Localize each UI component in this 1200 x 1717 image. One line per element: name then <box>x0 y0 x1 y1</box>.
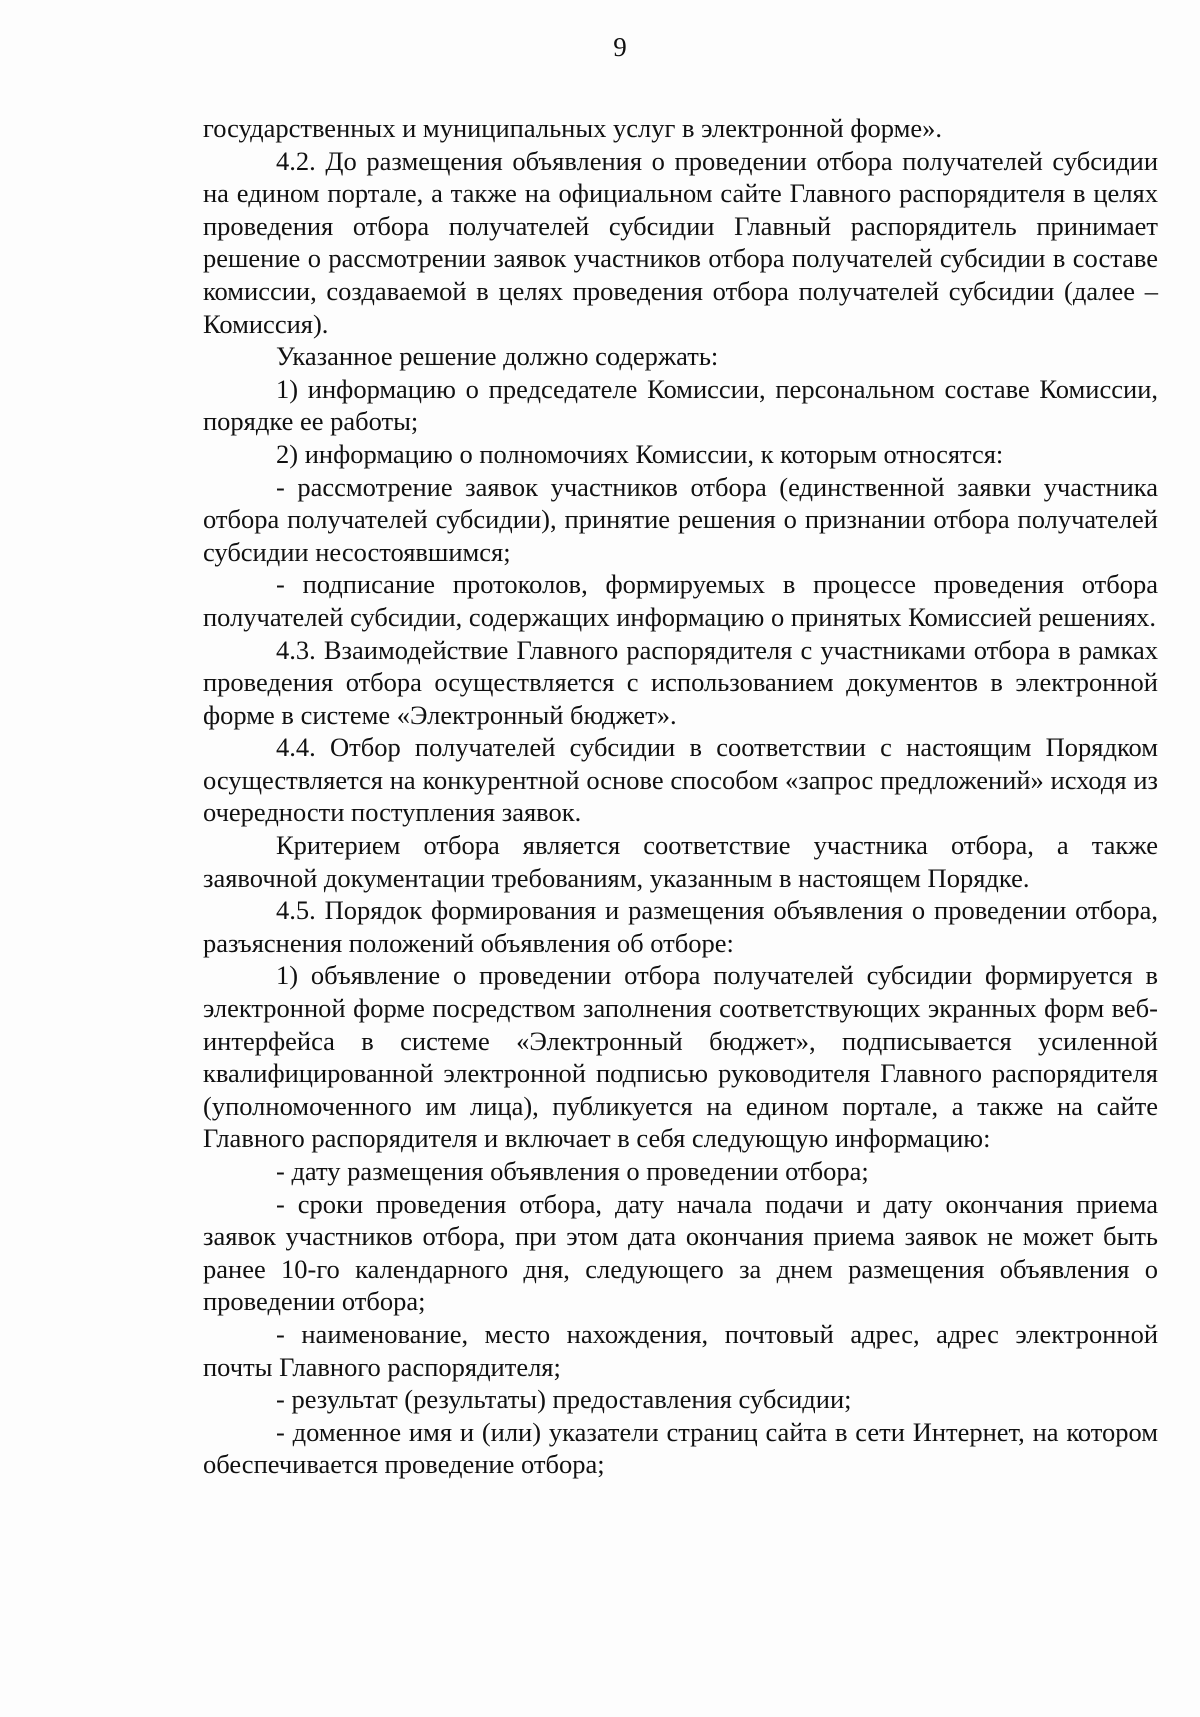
paragraph: 4.5. Порядок формирования и размещения объявления о проведении отбора, разъяснения положений объявления об отборе: <box>203 895 1158 958</box>
paragraph: 1) информацию о председателе Комиссии, персональном составе Комиссии, порядке ее работы; <box>203 373 1158 437</box>
document-body <box>203 112 1158 1481</box>
paragraph: - результат (результаты) предоставления субсидии; <box>276 1384 852 1415</box>
paragraph: - рассмотрение заявок участников отбора (единственной заявки участника отбора получателей субсидии), принятие решения о признании отбора получателей субсидии несостоявшимся; <box>203 471 1158 567</box>
paragraph: 4.3. Взаимодействие Главного распорядителя с участниками отбора в рамках проведения отбора осуществляется с использованием документов в электронной форме в системе «Электронный бюджет». <box>203 634 1158 730</box>
paragraph: государственных и муниципальных услуг в электронной форме». <box>203 113 943 143</box>
paragraph: - доменное имя и (или) указатели страниц сайта в сети Интернет, на котором обеспечивается проведение отбора; <box>203 1416 1158 1480</box>
paragraph: - подписание протоколов, формируемых в процессе проведения отбора получателей субсидии, содержащих информацию о принятых Комиссией решениях. <box>203 569 1158 632</box>
paragraph: Указанное решение должно содержать: <box>276 341 719 372</box>
paragraph: 2) информацию о полномочиях Комиссии, к которым относятся: <box>276 438 1004 469</box>
paragraph: 4.4. Отбор получателей субсидии в соответствии с настоящим Порядком осуществляется на конкурентной основе способом «запрос предложений» исходя из очередности поступления заявок. <box>203 732 1158 828</box>
paragraph: 1) объявление о проведении отбора получателей субсидии формируется в электронной форме посредством заполнения соответствующих экранных форм веб-интерфейса в системе «Электронный бюджет», подписывается усиленной квалифицированной электронной подписью руководителя Главного распорядителя (уполномоченного им лица), публикуется на едином портале, а также на сайте Главного распорядителя и включает в себя следующую информацию: <box>203 960 1158 1154</box>
paragraph: Критерием отбора является соответствие участника отбора, а также заявочной документации требованиям, указанным в настоящем Порядке. <box>203 830 1158 893</box>
page-number: 9 <box>613 32 627 62</box>
paragraph: - дату размещения объявления о проведении отбора; <box>276 1156 869 1186</box>
paragraph: - сроки проведения отбора, дату начала подачи и дату окончания приема заявок участников отбора, при этом дата окончания приема заявок не может быть ранее 10-го календарного дня, следующего за днем размещения объявления о проведении отбора; <box>203 1188 1158 1317</box>
paragraph: 4.2. До размещения объявления о проведении отбора получателей субсидии на едином портале, а также на официальном сайте Главного распорядителя в целях проведения отбора получателей субсидии Главный распорядитель принимает решение о рассмотрении заявок участников отбора получателей субсидии в составе комиссии, создаваемой в целях проведения отбора получателей субсидии (далее – Комиссия). <box>203 145 1158 339</box>
paragraph: - наименование, место нахождения, почтовый адрес, адрес электронной почты Главного распорядителя; <box>203 1318 1158 1382</box>
